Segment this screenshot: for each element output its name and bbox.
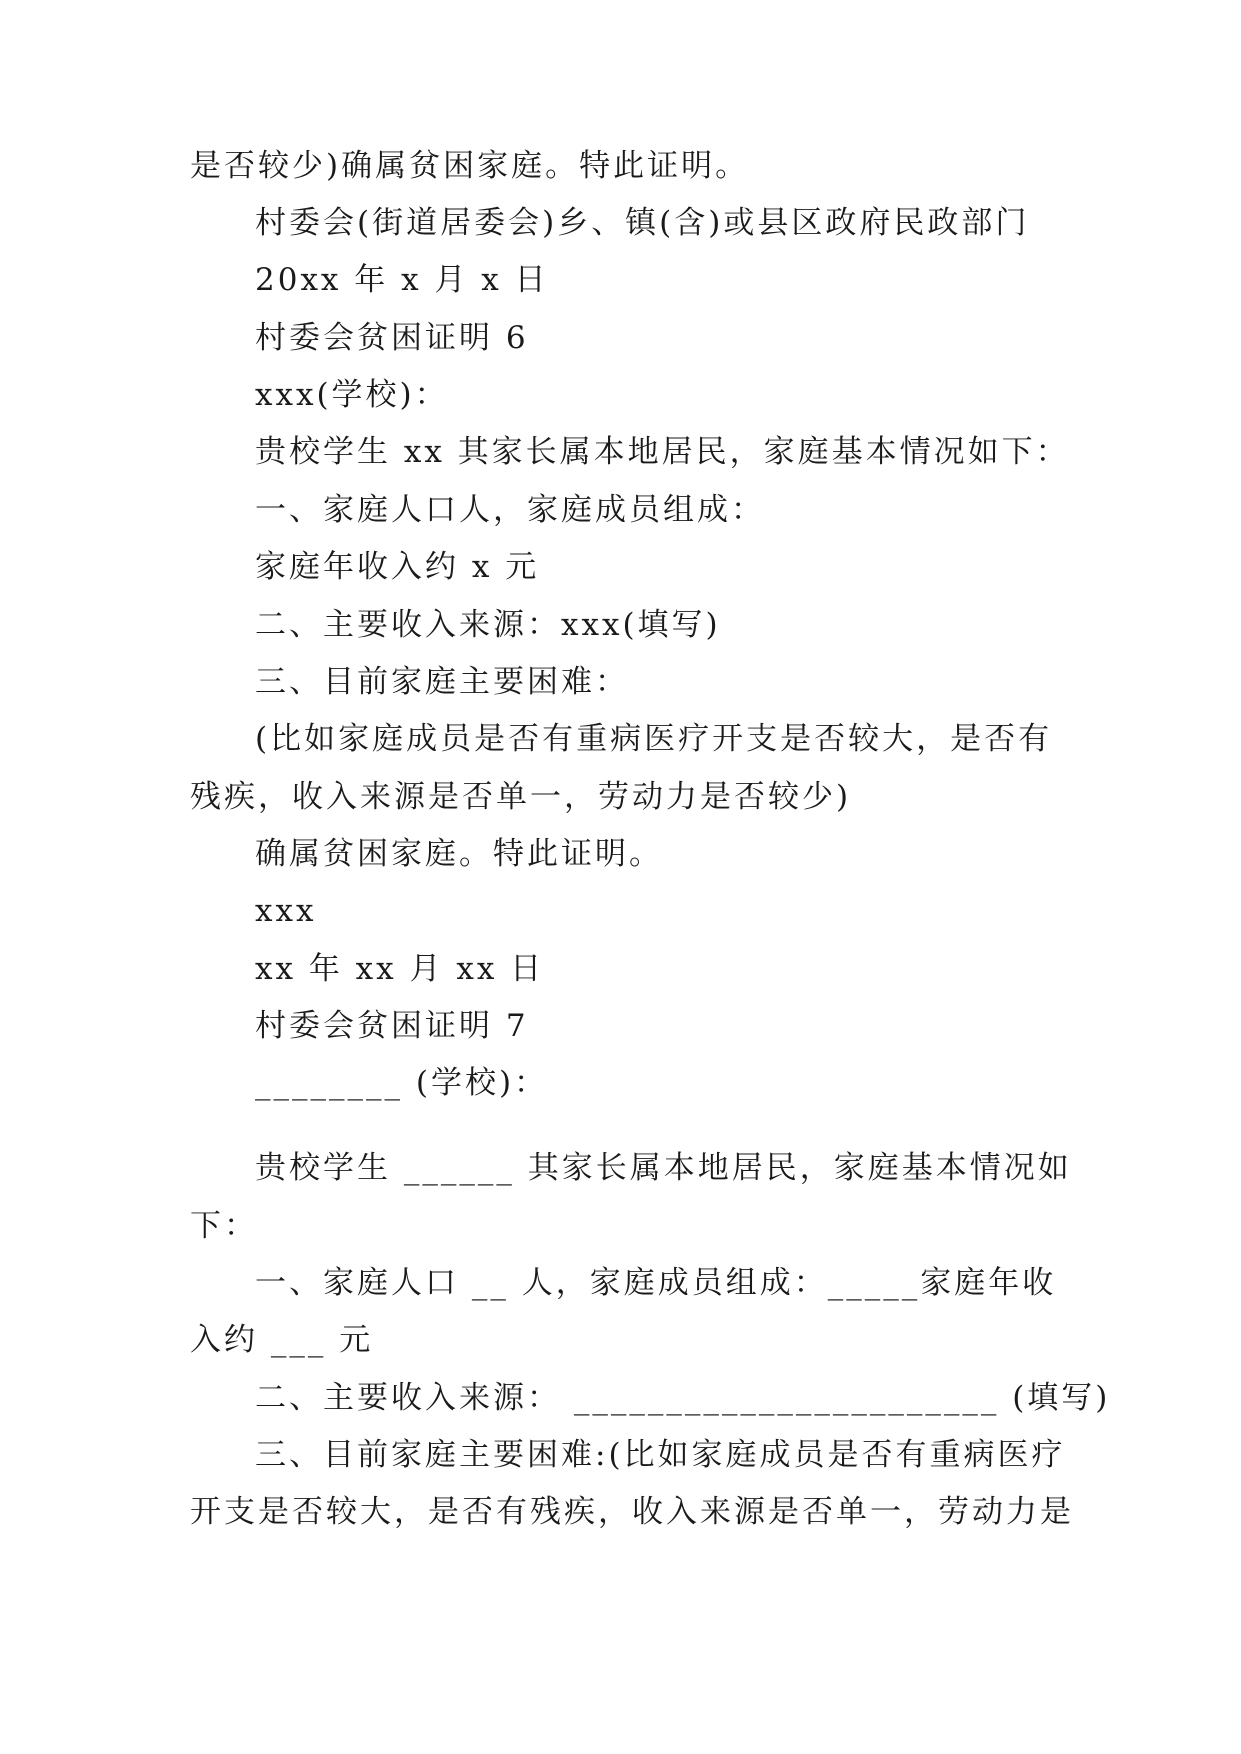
text-line: 入约 ___ 元	[190, 1322, 374, 1358]
text-line: 一、家庭人口 __ 人，家庭成员组成：_____家庭年收	[255, 1265, 1057, 1301]
text-line: 残疾，收入来源是否单一，劳动力是否较少)	[190, 779, 852, 815]
salutation: ________ (学校)：	[255, 1065, 549, 1101]
text-line: 确属贫困家庭。特此证明。	[255, 836, 663, 872]
date-line: 20xx 年 x 月 x 日	[255, 262, 549, 298]
date-line: xx 年 xx 月 xx 日	[255, 951, 545, 987]
text-line: 二、主要收入来源：xxx(填写)	[255, 607, 721, 643]
text-line: (比如家庭成员是否有重病医疗开支是否较大，是否有	[255, 721, 1053, 757]
text-line: 一、家庭人口人，家庭成员组成：	[255, 492, 765, 528]
section-title: 村委会贫困证明 7	[255, 1008, 529, 1044]
text-line: 家庭年收入约 x 元	[255, 549, 540, 585]
text-line: 下：	[190, 1208, 258, 1244]
text-line: 三、目前家庭主要困难：	[255, 664, 629, 700]
text-line: 开支是否较大，是否有残疾，收入来源是否单一，劳动力是	[190, 1494, 1074, 1530]
salutation: xxx(学校)：	[255, 377, 449, 413]
text-line: 三、目前家庭主要困难:(比如家庭成员是否有重病医疗	[255, 1437, 1066, 1473]
text-line: 村委会(街道居委会)乡、镇(含)或县区政府民政部门	[255, 205, 1030, 241]
text-line: 贵校学生 xx 其家长属本地居民，家庭基本情况如下：	[255, 434, 1070, 470]
text-line: 二、主要收入来源： _______________________ (填写)	[255, 1380, 1111, 1416]
text-line: 是否较少)确属贫困家庭。特此证明。	[190, 148, 750, 184]
signature-line: xxx	[255, 893, 317, 929]
section-title: 村委会贫困证明 6	[255, 320, 529, 356]
text-line: 贵校学生 ______ 其家长属本地居民，家庭基本情况如	[255, 1150, 1072, 1186]
